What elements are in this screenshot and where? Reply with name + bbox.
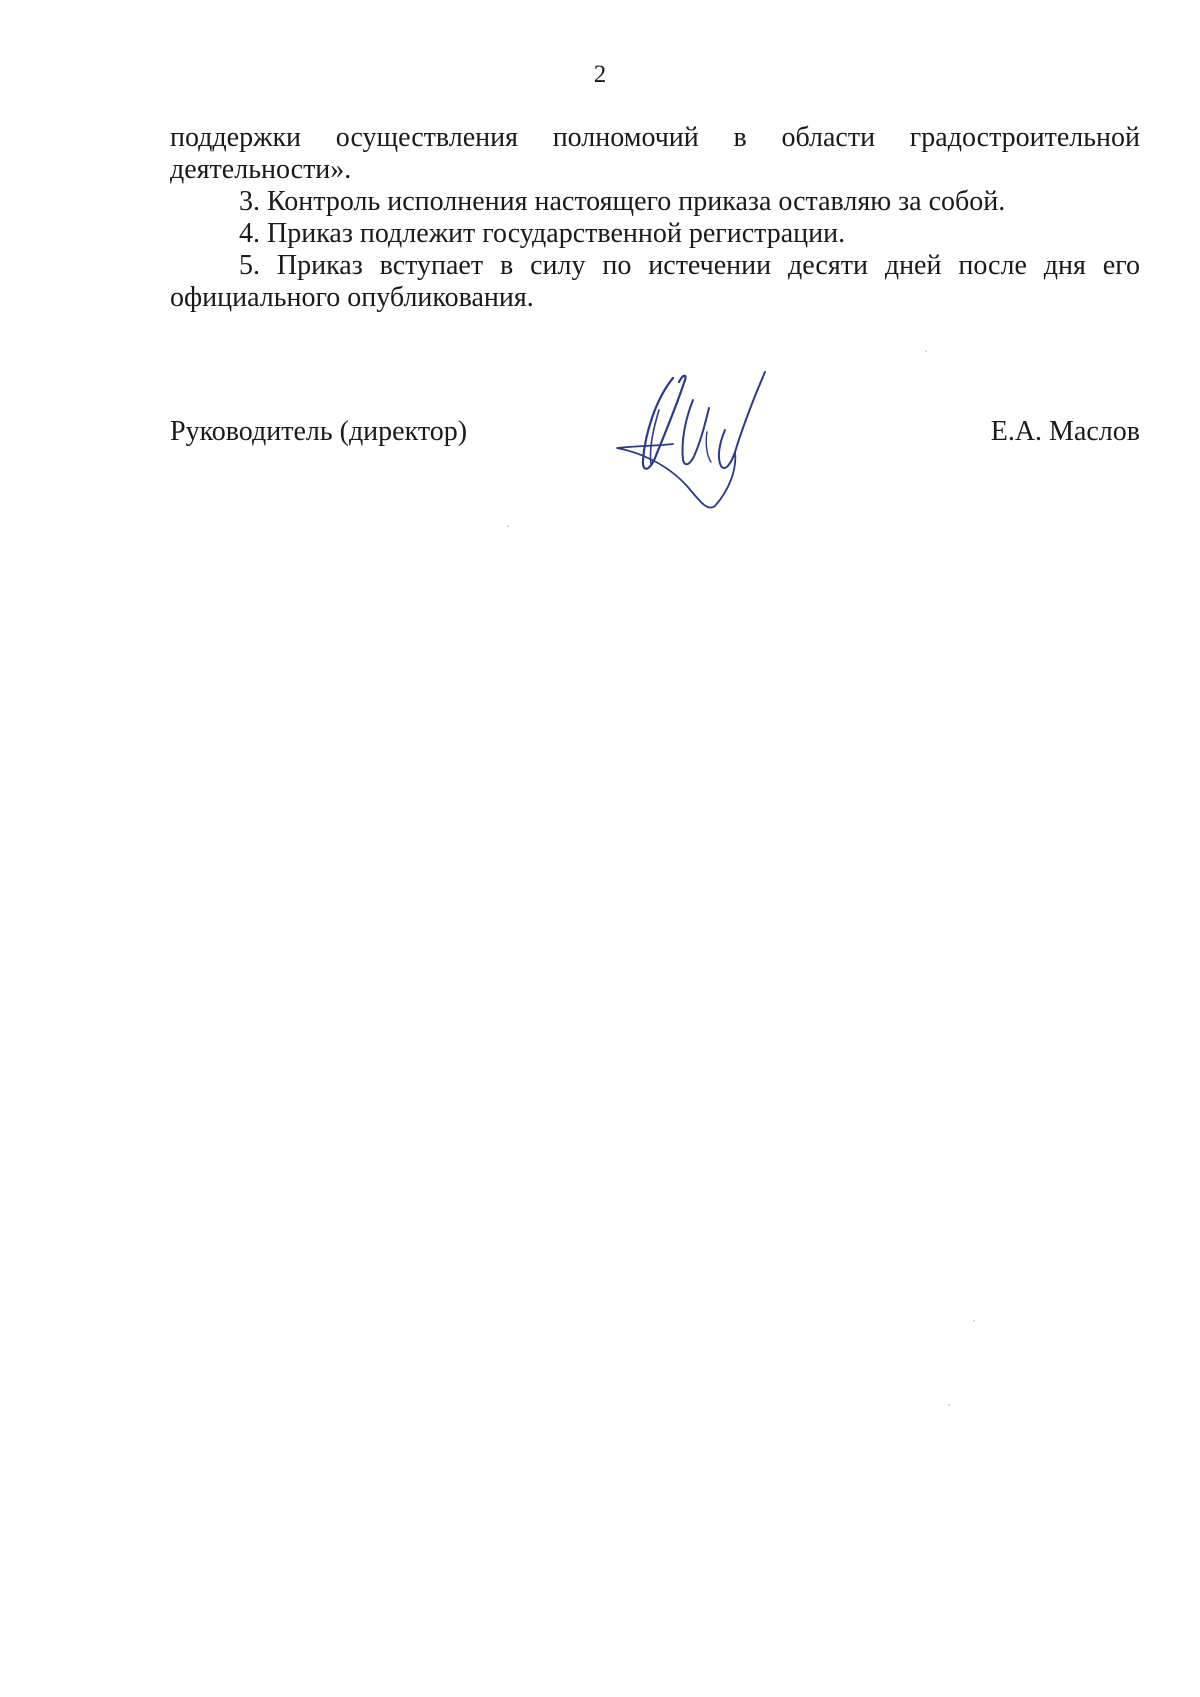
scan-speck bbox=[948, 1404, 950, 1406]
paragraph-continuation: поддержки осуществления полномочий в области градостроительной деятельности». bbox=[170, 122, 1140, 185]
paragraph-item-5: 5. Приказ вступает в силу по истечении десяти дней после дня его официального опубликования. bbox=[170, 250, 1140, 313]
paragraph-item-4: 4. Приказ подлежит государственной регистрации. bbox=[239, 218, 846, 249]
paragraph-item-3: 3. Контроль исполнения настоящего приказа оставляю за собой. bbox=[239, 186, 1006, 217]
signatory-role: Руководитель (директор) bbox=[170, 416, 468, 447]
scan-speck bbox=[925, 350, 927, 352]
page-number: 2 bbox=[593, 61, 607, 88]
handwritten-signature bbox=[615, 360, 795, 510]
scan-speck bbox=[973, 1320, 975, 1322]
scan-speck bbox=[507, 525, 509, 527]
signatory-name: Е.А. Маслов bbox=[990, 416, 1140, 447]
document-body bbox=[170, 122, 1140, 314]
